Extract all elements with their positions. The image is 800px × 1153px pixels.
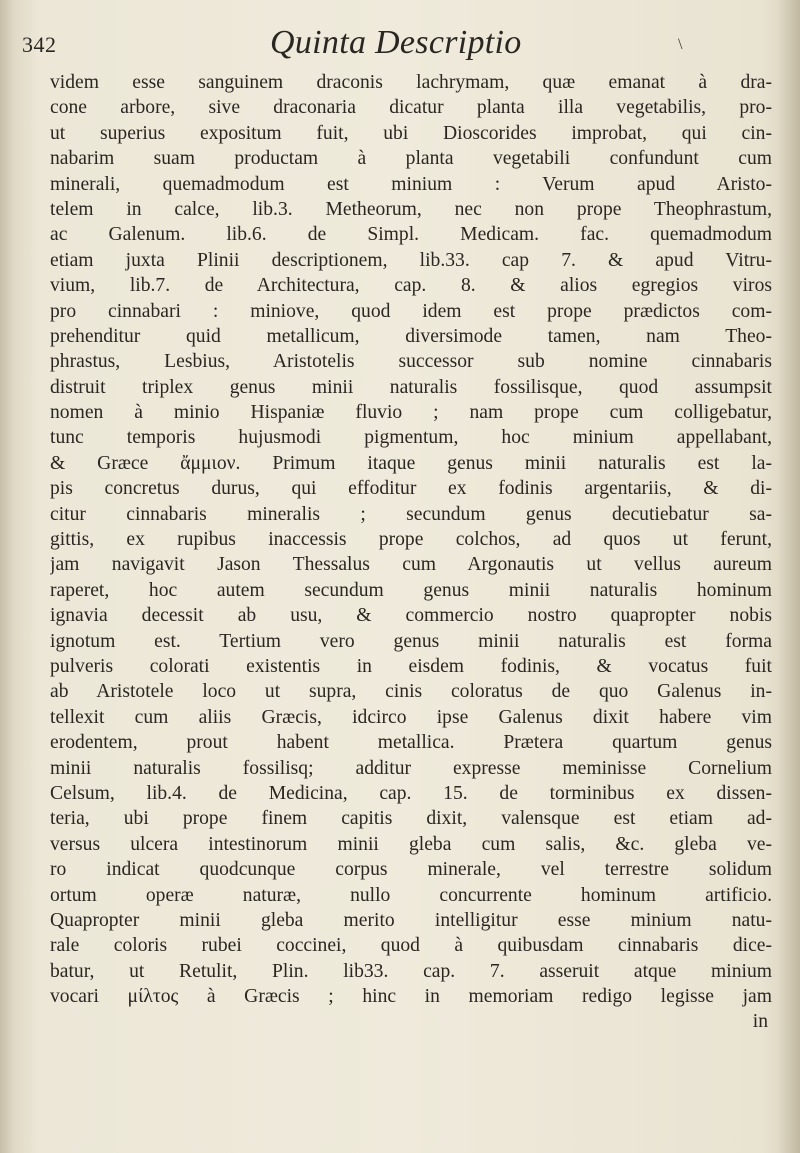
text-line: & Græce ἄμμιον. Primum itaque genus minii naturalis est la-: [50, 452, 772, 474]
text-line: ac Galenum. lib.6. de Simpl. Medicam. fac. quemadmodum: [50, 224, 772, 246]
text-line: phrastus, Lesbius, Aristotelis successor sub nomine cinnabaris: [50, 351, 772, 373]
text-line: pulveris colorati existentis in eisdem fodinis, & vocatus fuit: [50, 655, 772, 677]
catchword: in: [752, 1011, 768, 1033]
text-line: cone arbore, sive draconaria dicatur planta illa vegetabilis, pro-: [50, 97, 772, 119]
text-line: jam navigavit Jason Thessalus cum Argonautis ut vellus aureum: [50, 554, 772, 576]
body-text: [50, 70, 772, 1035]
page-header: [0, 12, 800, 64]
text-line: ut superius expositum fuit, ubi Dioscorides improbat, qui cin-: [50, 122, 772, 144]
text-line: ignotum est. Tertium vero genus minii naturalis est forma: [50, 630, 772, 652]
text-line: nomen à minio Hispaniæ fluvio ; nam prope cum colligebatur,: [50, 402, 772, 424]
text-line: distruit triplex genus minii naturalis fossilisque, quod assumpsit: [50, 376, 772, 398]
text-line: etiam juxta Plinii descriptionem, lib.33. cap 7. & apud Vitru-: [50, 249, 772, 271]
text-line: batur, ut Retulit, Plin. lib33. cap. 7. asseruit atque minium: [50, 960, 772, 982]
text-line: minerali, quemadmodum est minium : Verum apud Aristo-: [50, 173, 772, 195]
text-line: ab Aristotele loco ut supra, cinis coloratus de quo Galenus in-: [50, 681, 772, 703]
text-line: teria, ubi prope finem capitis dixit, valensque est etiam ad-: [50, 808, 772, 830]
running-title: Quinta Descriptio: [270, 24, 522, 61]
text-line: Quapropter minii gleba merito intelligitur esse minium natu-: [50, 909, 772, 931]
text-line: versus ulcera intestinorum minii gleba cum salis, &c. gleba ve-: [50, 833, 772, 855]
text-line: pis concretus durus, qui effoditur ex fodinis argentariis, & di-: [50, 478, 772, 500]
text-line: prehenditur quid metallicum, diversimode tamen, nam Theo-: [50, 325, 772, 347]
text-line: pro cinnabari : miniove, quod idem est prope prædictos com-: [50, 300, 772, 322]
text-line: tellexit cum aliis Græcis, idcirco ipse Galenus dixit habere vim: [50, 706, 772, 728]
text-line: rale coloris rubei coccinei, quod à quibusdam cinnabaris dice-: [50, 935, 772, 957]
text-line: minii naturalis fossilisq; additur expresse meminisse Cornelium: [50, 757, 772, 779]
page-number: 342: [22, 32, 57, 57]
page-edge-shadow-right: [778, 0, 800, 1153]
text-line: tunc temporis hujusmodi pigmentum, hoc minium appellabant,: [50, 427, 772, 449]
text-line: vocari μίλτος à Græcis ; hinc in memoriam redigo legisse jam: [50, 986, 772, 1008]
text-line: ignavia decessit ab usu, & commercio nostro quapropter nobis: [50, 605, 772, 627]
text-line: gittis, ex rupibus inaccessis prope colchos, ad quos ut ferunt,: [50, 529, 772, 551]
text-line: raperet, hoc autem secundum genus minii naturalis hominum: [50, 579, 772, 601]
text-line: ortum operæ naturæ, nullo concurrente hominum artificio.: [50, 884, 772, 906]
text-line: telem in calce, lib.3. Metheorum, nec non prope Theophrastum,: [50, 198, 772, 220]
text-line: Celsum, lib.4. de Medicina, cap. 15. de torminibus ex dissen-: [50, 782, 772, 804]
text-line: videm esse sanguinem draconis lachrymam, quæ emanat à dra-: [50, 72, 772, 93]
text-line: ro indicat quodcunque corpus minerale, vel terrestre solidum: [50, 859, 772, 881]
text-line: citur cinnabaris mineralis ; secundum genus decutiebatur sa-: [50, 503, 772, 525]
text-line: erodentem, prout habent metallica. Prætera quartum genus: [50, 732, 772, 754]
text-line: vium, lib.7. de Architectura, cap. 8. & alios egregios viros: [50, 275, 772, 297]
page-edge-shadow-left: [0, 0, 14, 1153]
header-mark: \: [678, 36, 683, 53]
text-line: nabarim suam productam à planta vegetabili confundunt cum: [50, 148, 772, 170]
